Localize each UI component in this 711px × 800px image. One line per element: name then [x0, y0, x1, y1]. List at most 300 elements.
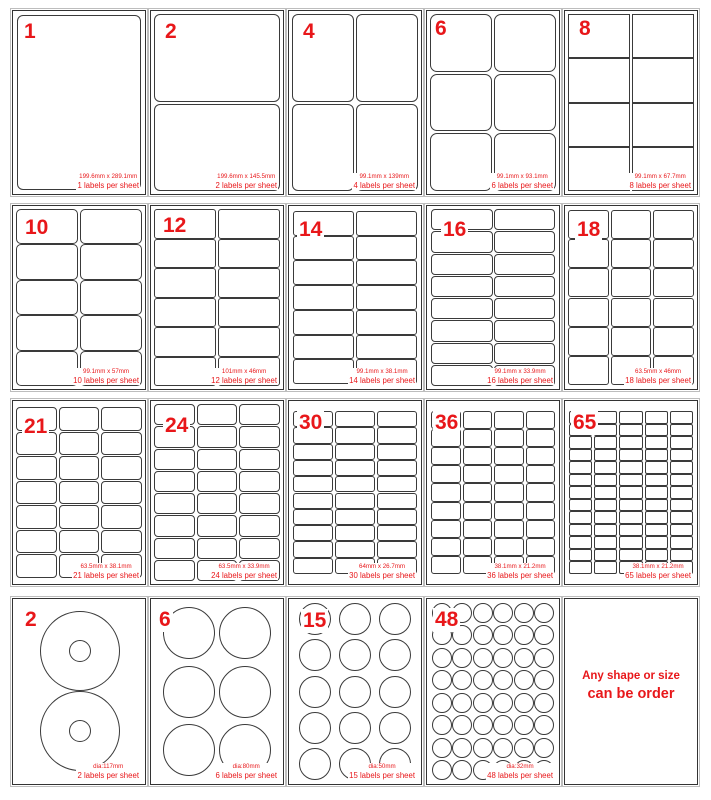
- label-dimensions: 99.1mm x 139mm: [359, 172, 409, 180]
- label-outline: [59, 505, 100, 529]
- label-outline: [335, 427, 375, 443]
- label-outline: [154, 298, 216, 328]
- label-size-caption: [210, 563, 278, 580]
- label-outline: [569, 511, 592, 524]
- label-dimensions: dia:50mm: [368, 762, 396, 770]
- label-outline: [645, 474, 668, 487]
- label-outline: [154, 515, 195, 536]
- label-outline: [356, 14, 418, 102]
- sheet-card-6-round-labels: [150, 598, 284, 785]
- label-outline: [377, 541, 417, 557]
- label-count-number: 48: [435, 608, 459, 631]
- round-label-outline: [339, 603, 371, 635]
- label-outline: [431, 254, 493, 275]
- label-outline: [494, 411, 524, 429]
- label-dimensions: 99.1mm x 67.7mm: [634, 172, 686, 180]
- label-dimensions: 99.1mm x 33.9mm: [494, 367, 546, 375]
- label-outline: [645, 486, 668, 499]
- label-outline: [293, 310, 354, 335]
- label-outline: [611, 239, 652, 268]
- labels-per-sheet: 6 labels per sheet: [491, 181, 553, 190]
- label-outline: [494, 320, 556, 341]
- round-label-outline: [163, 724, 215, 776]
- label-dimensions: 199.6mm x 145.5mm: [217, 172, 276, 180]
- label-count-number: 36: [435, 411, 459, 434]
- label-outline: [645, 536, 668, 549]
- label-outline: [568, 58, 630, 102]
- label-outline: [431, 320, 493, 341]
- round-label-outline: [473, 715, 493, 735]
- label-outline: [611, 268, 652, 297]
- label-outline: [594, 449, 617, 462]
- label-outline: [611, 327, 652, 356]
- label-outline: [670, 524, 693, 537]
- sheet-card-16-labels: [426, 205, 560, 390]
- label-outline: [16, 244, 78, 279]
- label-outline: [670, 486, 693, 499]
- label-outline: [494, 502, 524, 520]
- label-outline: [59, 407, 100, 431]
- label-outline: [645, 461, 668, 474]
- label-outline: [431, 447, 461, 465]
- labels-per-sheet: 2 labels per sheet: [215, 181, 277, 190]
- round-label-outline: [534, 693, 554, 713]
- round-label-outline: [432, 738, 452, 758]
- label-outline: [568, 268, 609, 297]
- label-outline: [494, 447, 524, 465]
- label-outline: [670, 536, 693, 549]
- round-label-outline: [339, 712, 371, 744]
- label-outline: [356, 310, 417, 335]
- label-outline: [569, 549, 592, 562]
- label-outline: [569, 524, 592, 537]
- label-outline: [568, 103, 630, 147]
- label-dimensions: 199.6mm x 289.1mm: [79, 172, 138, 180]
- label-outline: [101, 481, 142, 505]
- label-dimensions: dia:117mm: [93, 762, 124, 770]
- label-size-caption: [486, 563, 554, 580]
- label-outline: [218, 298, 280, 328]
- label-outline: [197, 426, 238, 447]
- label-outline: [16, 315, 78, 350]
- label-outline: [431, 343, 493, 364]
- label-outline: [494, 520, 524, 538]
- label-size-caption: [348, 563, 416, 580]
- sheet-card-8-labels: [564, 10, 698, 195]
- label-dimensions: 63.5mm x 33.9mm: [218, 562, 270, 570]
- label-outline: [101, 407, 142, 431]
- sheet-card-10-labels: [12, 205, 146, 390]
- label-outline: [619, 461, 642, 474]
- label-outline: [463, 429, 493, 447]
- round-label-outline: [493, 693, 513, 713]
- label-outline: [526, 538, 556, 556]
- round-label-outline: [163, 666, 215, 718]
- round-label-outline: [514, 738, 534, 758]
- round-label-outline: [534, 670, 554, 690]
- label-outline: [568, 356, 609, 385]
- label-outline: [59, 432, 100, 456]
- label-count-number: 6: [159, 608, 171, 631]
- round-label-outline: [493, 738, 513, 758]
- label-outline: [218, 327, 280, 357]
- label-outline: [526, 465, 556, 483]
- label-outline: [494, 429, 524, 447]
- label-outline: [16, 530, 57, 554]
- label-count-number: 8: [579, 17, 591, 40]
- round-label-outline: [534, 738, 554, 758]
- label-outline: [16, 481, 57, 505]
- sheet-card-12-labels: [150, 205, 284, 390]
- cd-hole-outline: [69, 720, 91, 742]
- label-outline: [653, 327, 694, 356]
- label-count-number: 18: [577, 218, 601, 241]
- label-outline: [239, 515, 280, 536]
- label-count-number: 30: [299, 411, 323, 434]
- label-size-caption: [486, 368, 554, 385]
- label-outline: [292, 104, 354, 192]
- label-outline: [594, 524, 617, 537]
- label-outline: [431, 502, 461, 520]
- label-size-caption: [72, 563, 140, 580]
- round-label-outline: [452, 693, 472, 713]
- label-outline: [526, 502, 556, 520]
- label-outline: [670, 461, 693, 474]
- label-outline: [619, 436, 642, 449]
- label-outline: [619, 486, 642, 499]
- label-outline: [293, 285, 354, 310]
- label-outline: [670, 511, 693, 524]
- label-outline: [80, 315, 142, 350]
- label-outline: [594, 461, 617, 474]
- label-outline: [430, 74, 492, 132]
- label-outline: [154, 538, 195, 559]
- label-outline: [494, 209, 556, 230]
- round-label-outline: [534, 715, 554, 735]
- label-outline: [526, 520, 556, 538]
- labels-per-sheet: 12 labels per sheet: [211, 376, 277, 385]
- label-outline: [356, 211, 417, 236]
- label-outline: [463, 538, 493, 556]
- label-outline: [594, 486, 617, 499]
- label-dimensions: 38.1mm x 21.2mm: [632, 562, 684, 570]
- label-outline: [619, 536, 642, 549]
- label-size-caption: [628, 173, 692, 190]
- label-outline: [101, 432, 142, 456]
- label-outline: [431, 556, 461, 574]
- label-outline: [526, 447, 556, 465]
- label-outline: [431, 483, 461, 501]
- label-dimensions: 99.1mm x 93.1mm: [496, 172, 548, 180]
- label-outline: [197, 493, 238, 514]
- label-outline: [293, 493, 333, 509]
- label-outline: [293, 260, 354, 285]
- label-outline: [154, 268, 216, 298]
- label-outline: [670, 499, 693, 512]
- custom-order-line2: can be order: [587, 686, 675, 702]
- round-label-outline: [493, 648, 513, 668]
- sheet-card-1-label: [12, 10, 146, 195]
- label-outline: [526, 411, 556, 429]
- round-label-outline: [219, 666, 271, 718]
- round-label-outline: [452, 760, 472, 780]
- sheet-card-48-round-labels: [426, 598, 560, 785]
- label-dimensions: dia:32mm: [506, 762, 534, 770]
- label-outline: [463, 411, 493, 429]
- round-label-outline: [473, 693, 493, 713]
- label-outline: [218, 209, 280, 239]
- label-outline: [632, 58, 694, 102]
- round-label-outline: [534, 648, 554, 668]
- label-outline: [653, 210, 694, 239]
- label-outline: [154, 357, 216, 387]
- label-outline: [101, 530, 142, 554]
- label-count-number: 2: [25, 608, 37, 631]
- label-dimensions: 99.1mm x 38.1mm: [356, 367, 408, 375]
- label-outline: [293, 541, 333, 557]
- cd-hole-outline: [69, 640, 91, 662]
- label-outline: [16, 456, 57, 480]
- label-outline: [377, 525, 417, 541]
- labels-per-sheet: 24 labels per sheet: [211, 571, 277, 580]
- round-label-outline: [379, 603, 411, 635]
- label-size-caption: [348, 368, 416, 385]
- sheet-card-30-labels: [288, 400, 422, 585]
- label-outline: [645, 449, 668, 462]
- label-outline: [293, 558, 333, 574]
- round-label-outline: [432, 648, 452, 668]
- label-outline: [377, 460, 417, 476]
- label-outline: [632, 14, 694, 58]
- label-outline: [653, 298, 694, 327]
- round-label-outline: [514, 625, 534, 645]
- label-outline: [670, 411, 693, 424]
- label-outline: [239, 449, 280, 470]
- label-outline: [101, 456, 142, 480]
- round-label-outline: [452, 715, 472, 735]
- label-outline: [526, 429, 556, 447]
- labels-per-sheet: 1 labels per sheet: [77, 181, 139, 190]
- label-dimensions: dia:80mm: [232, 762, 260, 770]
- round-label-outline: [299, 748, 331, 780]
- label-size-caption: [214, 763, 278, 780]
- label-outline: [619, 424, 642, 437]
- label-outline: [619, 449, 642, 462]
- label-outline: [494, 276, 556, 297]
- label-count-number: 6: [435, 17, 447, 40]
- label-outline: [239, 426, 280, 447]
- label-outline: [101, 505, 142, 529]
- round-label-outline: [514, 648, 534, 668]
- label-outline: [463, 483, 493, 501]
- round-label-outline: [299, 676, 331, 708]
- labels-per-sheet: 15 labels per sheet: [349, 771, 415, 780]
- custom-shape-card: [564, 598, 698, 785]
- label-outline: [670, 549, 693, 562]
- label-outline: [16, 554, 57, 578]
- round-label-outline: [473, 738, 493, 758]
- sheet-card-2-round-labels: [12, 598, 146, 785]
- label-outline: [619, 474, 642, 487]
- label-outline: [197, 449, 238, 470]
- sheet-card-14-labels: [288, 205, 422, 390]
- label-outline: [594, 561, 617, 574]
- label-outline: [569, 499, 592, 512]
- labels-per-sheet: 36 labels per sheet: [487, 571, 553, 580]
- custom-order-line1: Any shape or size: [582, 670, 680, 682]
- label-outline: [293, 460, 333, 476]
- sheet-card-15-round-labels: [288, 598, 422, 785]
- label-outline: [463, 520, 493, 538]
- label-outline: [431, 365, 493, 386]
- label-dimensions: 63.5mm x 46mm: [635, 367, 682, 375]
- label-outline: [645, 411, 668, 424]
- labels-per-sheet: 10 labels per sheet: [73, 376, 139, 385]
- label-outline: [645, 524, 668, 537]
- label-outline: [16, 351, 78, 386]
- label-count-number: 14: [299, 218, 323, 241]
- label-outline: [377, 476, 417, 492]
- label-outline: [653, 239, 694, 268]
- label-outline: [619, 499, 642, 512]
- label-size-caption: [352, 173, 416, 190]
- round-label-outline: [473, 603, 493, 623]
- label-outline: [645, 511, 668, 524]
- label-outline: [335, 525, 375, 541]
- label-outline: [653, 268, 694, 297]
- label-outline: [59, 481, 100, 505]
- label-outline: [569, 449, 592, 462]
- label-outline: [239, 493, 280, 514]
- label-outline: [494, 231, 556, 252]
- round-label-outline: [452, 670, 472, 690]
- round-label-outline: [493, 625, 513, 645]
- label-outline: [569, 561, 592, 574]
- round-label-outline: [379, 639, 411, 671]
- labels-per-sheet: 30 labels per sheet: [349, 571, 415, 580]
- label-outline: [293, 525, 333, 541]
- label-outline: [431, 538, 461, 556]
- label-size-caption: [76, 763, 140, 780]
- label-outline: [431, 276, 493, 297]
- label-outline: [645, 499, 668, 512]
- label-count-number: 65: [573, 411, 597, 434]
- round-label-outline: [432, 715, 452, 735]
- labels-per-sheet: 14 labels per sheet: [349, 376, 415, 385]
- label-outline: [594, 436, 617, 449]
- label-outline: [80, 280, 142, 315]
- round-label-outline: [432, 760, 452, 780]
- sheet-card-36-labels: [426, 400, 560, 585]
- label-size-caption: [486, 763, 554, 780]
- sheet-card-6-labels: [426, 10, 560, 195]
- label-outline: [569, 536, 592, 549]
- label-outline: [494, 14, 556, 72]
- label-count-number: 12: [163, 214, 187, 237]
- label-outline: [154, 560, 195, 581]
- label-outline: [670, 449, 693, 462]
- label-outline: [335, 476, 375, 492]
- label-size-caption: [210, 368, 278, 385]
- label-outline: [218, 239, 280, 269]
- label-outline: [154, 471, 195, 492]
- label-outline: [335, 444, 375, 460]
- label-size-caption: [348, 763, 416, 780]
- label-outline: [356, 260, 417, 285]
- label-outline: [670, 474, 693, 487]
- label-count-number: 4: [303, 20, 315, 43]
- label-outline: [335, 493, 375, 509]
- label-outline: [594, 474, 617, 487]
- label-outline: [611, 298, 652, 327]
- label-outline: [335, 509, 375, 525]
- round-label-outline: [379, 712, 411, 744]
- label-outline: [335, 460, 375, 476]
- label-outline: [218, 268, 280, 298]
- label-outline: [645, 424, 668, 437]
- label-outline: [526, 483, 556, 501]
- label-outline: [154, 493, 195, 514]
- label-outline: [59, 456, 100, 480]
- label-outline: [619, 511, 642, 524]
- labels-per-sheet: 2 labels per sheet: [77, 771, 139, 780]
- label-outline: [293, 335, 354, 360]
- label-outline: [431, 298, 493, 319]
- label-dimensions: 99.1mm x 57mm: [83, 367, 130, 375]
- labels-per-sheet: 6 labels per sheet: [215, 771, 277, 780]
- label-outline: [569, 474, 592, 487]
- label-outline: [335, 541, 375, 557]
- label-size-caption: [72, 368, 140, 385]
- label-outline: [154, 239, 216, 269]
- label-outline: [293, 359, 354, 384]
- label-size-caption: [490, 173, 554, 190]
- round-label-outline: [473, 670, 493, 690]
- label-outline: [293, 444, 333, 460]
- label-outline: [154, 449, 195, 470]
- round-label-outline: [299, 639, 331, 671]
- label-outline: [197, 404, 238, 425]
- round-label-outline: [339, 639, 371, 671]
- label-outline: [431, 520, 461, 538]
- label-outline: [356, 285, 417, 310]
- round-label-outline: [432, 693, 452, 713]
- label-count-number: 1: [24, 20, 36, 43]
- label-outline: [377, 493, 417, 509]
- label-outline: [377, 427, 417, 443]
- labels-per-sheet: 65 labels per sheet: [625, 571, 691, 580]
- label-outline: [377, 509, 417, 525]
- label-outline: [335, 411, 375, 427]
- label-outline: [632, 103, 694, 147]
- labels-per-sheet: 21 labels per sheet: [73, 571, 139, 580]
- label-size-caption: [624, 368, 692, 385]
- label-dimensions: 63.5mm x 38.1mm: [80, 562, 132, 570]
- label-count-number: 15: [303, 609, 327, 632]
- label-outline: [154, 327, 216, 357]
- label-outline: [619, 411, 642, 424]
- label-count-number: 16: [443, 218, 467, 241]
- label-outline: [197, 538, 238, 559]
- label-outline: [569, 486, 592, 499]
- label-outline: [568, 298, 609, 327]
- label-outline: [239, 404, 280, 425]
- label-outline: [463, 465, 493, 483]
- label-outline: [494, 538, 524, 556]
- labels-per-sheet: 4 labels per sheet: [353, 181, 415, 190]
- label-outline: [80, 244, 142, 279]
- round-label-outline: [452, 738, 472, 758]
